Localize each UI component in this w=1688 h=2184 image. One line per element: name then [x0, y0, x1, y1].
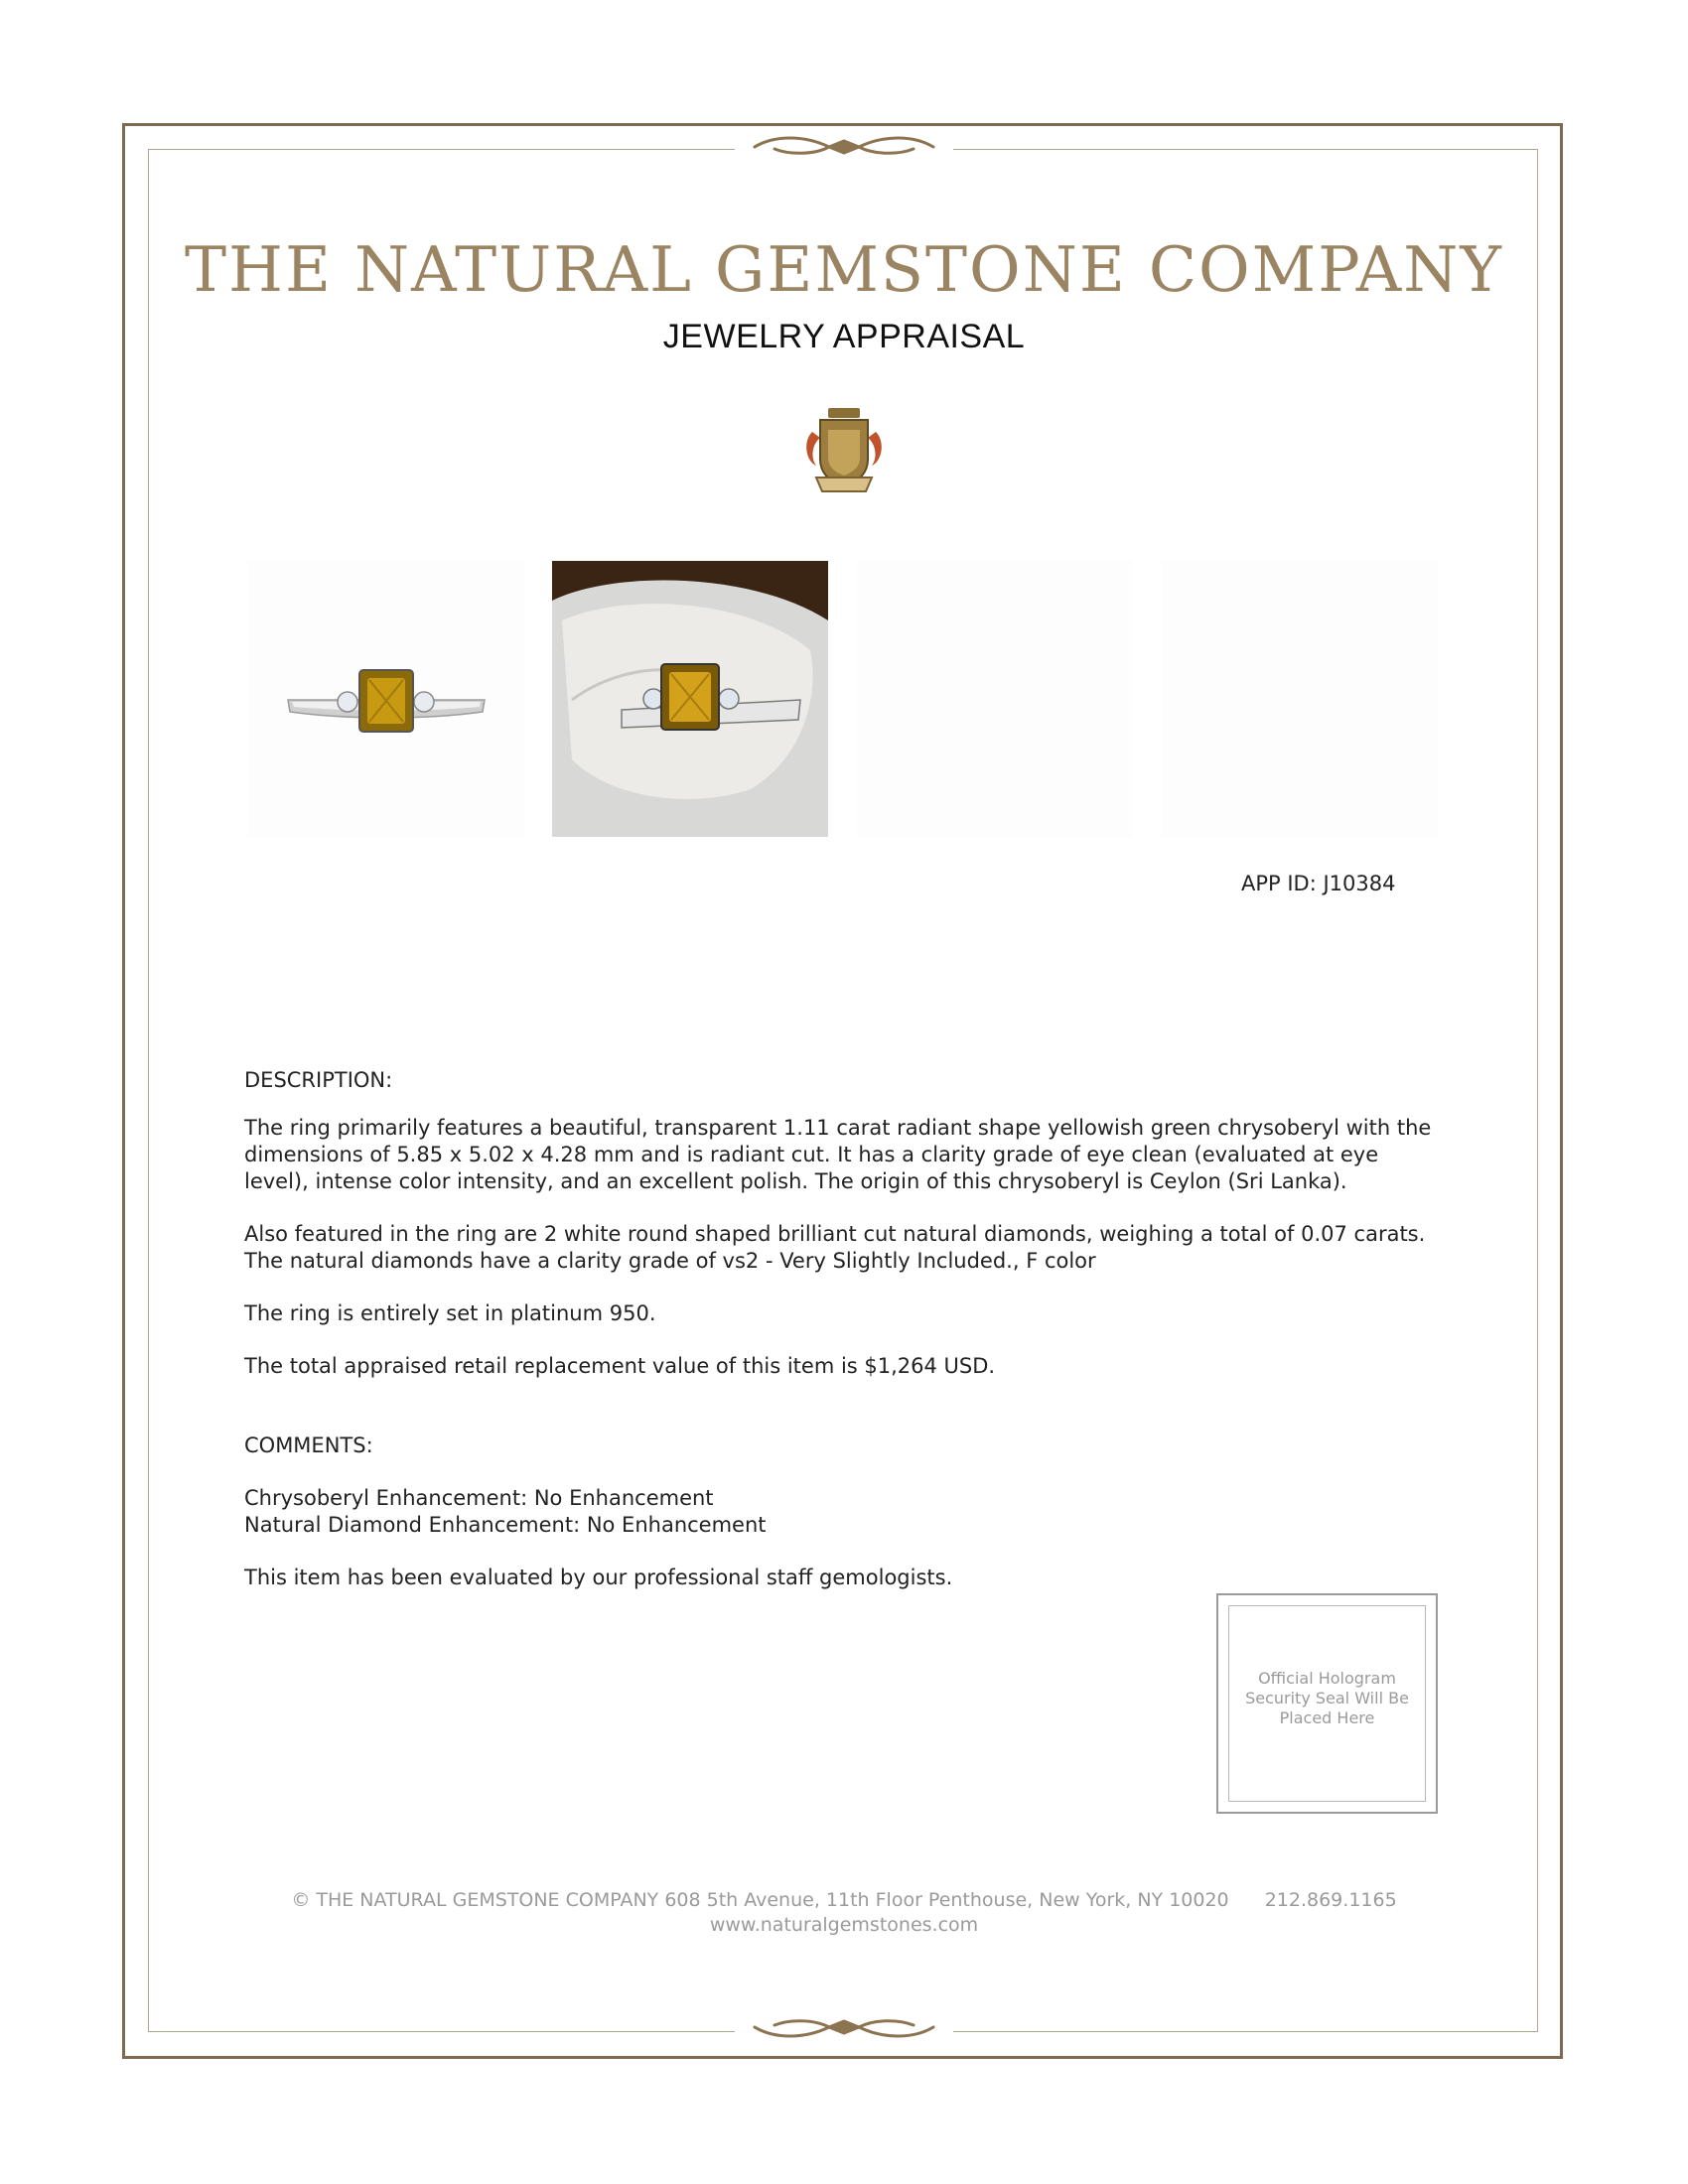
hologram-seal-text: Official Hologram Security Seal Will Be Placed Here — [1245, 1669, 1409, 1727]
description-paragraph: The ring primarily features a beautiful, transparent 1.11 carat radiant shape yellowish green chrysoberyl with the dimensions of 5.85 x 5.02 x 4.28 mm and is radiant cut. It has a clarity grade of eye clean (evaluated at eye level), intense color intensity, and an excellent polish. The origin of this chrysoberyl is Ceylon (Sri Lanka). — [244, 1116, 1432, 1193]
company-name: THE NATURAL GEMSTONE COMPANY — [184, 233, 1504, 306]
document-title: JEWELRY APPRAISAL — [662, 318, 1026, 355]
footer-website: www.naturalgemstones.com — [709, 1914, 979, 1936]
enhancement-item: Natural Diamond Enhancement: No Enhancement — [244, 1513, 767, 1537]
footer-address: 608 5th Avenue, 11th Floor Penthouse, New York, NY 10020 — [664, 1889, 1229, 1911]
ring-product-photo — [248, 561, 524, 837]
description-paragraph: The ring is entirely set in platinum 950. — [244, 1301, 656, 1325]
footer-copyright: © THE NATURAL GEMSTONE COMPANY — [291, 1889, 659, 1911]
bottom-ornament-icon — [735, 2007, 953, 2047]
blank-photo-slot — [856, 561, 1132, 837]
appraisal-id: APP ID: J10384 — [1241, 872, 1396, 895]
description-label: DESCRIPTION: — [244, 1068, 393, 1092]
ring-on-finger-photo — [552, 561, 828, 837]
enhancement-item: Chrysoberyl Enhancement: No Enhancement — [244, 1486, 714, 1510]
heraldic-crest-icon — [802, 402, 886, 497]
blank-photo-slot — [1162, 561, 1438, 837]
top-ornament-icon — [735, 127, 953, 167]
footer-phone: 212.869.1165 — [1264, 1889, 1397, 1911]
comments-label: COMMENTS: — [244, 1433, 373, 1457]
enhancement-list — [244, 1485, 1446, 1539]
description-paragraph: Also featured in the ring are 2 white round shaped brilliant cut natural diamonds, weighing a total of 0.07 carats. The natural diamonds have a clarity grade of vs2 - Very Slightly Included., F color — [244, 1222, 1426, 1273]
footer-contact — [0, 1889, 1688, 1911]
appraised-value-statement: The total appraised retail replacement value of this item is $1,264 USD. — [244, 1354, 996, 1378]
evaluation-note: This item has been evaluated by our professional staff gemologists. — [244, 1566, 953, 1589]
